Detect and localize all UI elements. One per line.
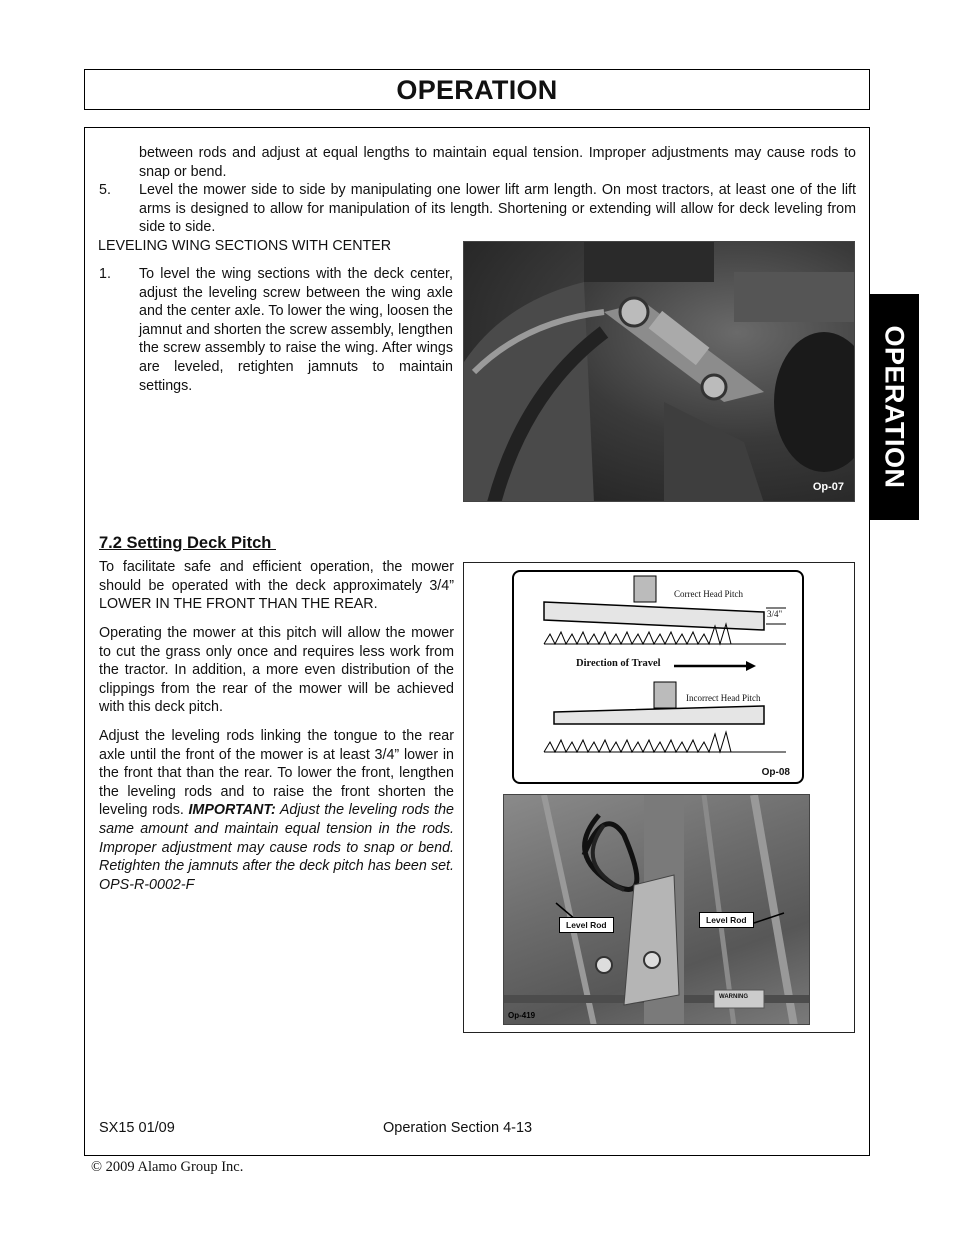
leveling-screw-photo	[463, 241, 855, 502]
level-rod-illustration	[504, 795, 810, 1025]
pitch-measure-label: 3/4"	[767, 609, 783, 619]
head-pitch-illustration	[514, 572, 802, 782]
correct-pitch-label: Correct Head Pitch	[674, 589, 743, 599]
warning-decal: WARNING	[719, 994, 748, 1000]
level-rod-label-right: Level Rod	[699, 912, 754, 928]
op08-label: Op-08	[761, 767, 790, 778]
incorrect-pitch-label: Incorrect Head Pitch	[686, 693, 761, 703]
head-pitch-diagram	[512, 570, 804, 784]
section-title: 7.2 Setting Deck Pitch	[99, 534, 276, 552]
side-tab	[870, 294, 919, 520]
continuation-text: between rods and adjust at equal lengths to maintain equal tension. Improper adjustments may cause rods to snap or bend.	[139, 145, 856, 180]
side-tab-label: OPERATION	[879, 325, 910, 489]
leveling-item-1-number: 1.	[99, 266, 111, 282]
item-5-text: Level the mower side to side by manipulating one lower lift arm length. On most tractors, at least one of the lift arms is designed to allow for manipulation of its length. Shortening or extending will allow for deck leveling from side to side.	[139, 182, 856, 236]
deck-pitch-paragraph-2: Operating the mower at this pitch will allow the mower to cut the grass only once and requires less work from the tractor. In addition, a more even distribution of the clippings from the rear of the mower will be achieved with this deck pitch.	[99, 625, 454, 716]
copyright: © 2009 Alamo Group Inc.	[91, 1159, 244, 1175]
item-5-number: 5.	[99, 182, 111, 198]
header-box	[84, 69, 870, 110]
page-title: OPERATION	[396, 75, 558, 105]
op419-label: Op-419	[508, 1011, 536, 1020]
level-rod-label-left: Level Rod	[559, 917, 614, 933]
paragraph-3-italic: Adjust the leveling rods the same amount and maintain equal tension in the rods. Improper adjustment may cause rods to snap or bend. Retighten the jamnuts after the deck pitch has been set. OPS-R-0002-F	[99, 802, 455, 893]
deck-pitch-paragraph-3	[99, 727, 454, 894]
leveling-heading: LEVELING WING SECTIONS WITH CENTER	[98, 238, 392, 254]
direction-of-travel-label: Direction of Travel	[576, 658, 661, 669]
leveling-screw-illustration	[464, 242, 855, 502]
important-label: IMPORTANT:	[188, 802, 276, 819]
footer-model: SX15 01/09	[99, 1120, 175, 1136]
deck-pitch-paragraph-1: To facilitate safe and efficient operation, the mower should be operated with the deck approximately 3/4” LOWER IN THE FRONT THAN THE REAR.	[99, 559, 454, 613]
footer-section: Operation Section 4-13	[383, 1120, 533, 1136]
op07-label: Op-07	[812, 481, 844, 493]
paragraph-3-plain: Adjust the leveling rods linking the tongue to the rear axle until the front of the mower is at least 3/4” lower in the front that than the rear. To lower the front, lengthen the leveling rods and to raise the front shorten the leveling rods.	[99, 728, 454, 819]
level-rod-photo	[503, 794, 810, 1025]
leveling-item-1-text: To level the wing sections with the deck center, adjust the leveling screw between the wing axle and the center axle. To lower the wing, loosen the jamnut and shorten the screw assembly, lengthen the screw assembly to raise the wing. After wings are leveled, retighten jamnuts to maintain settings.	[139, 266, 453, 394]
